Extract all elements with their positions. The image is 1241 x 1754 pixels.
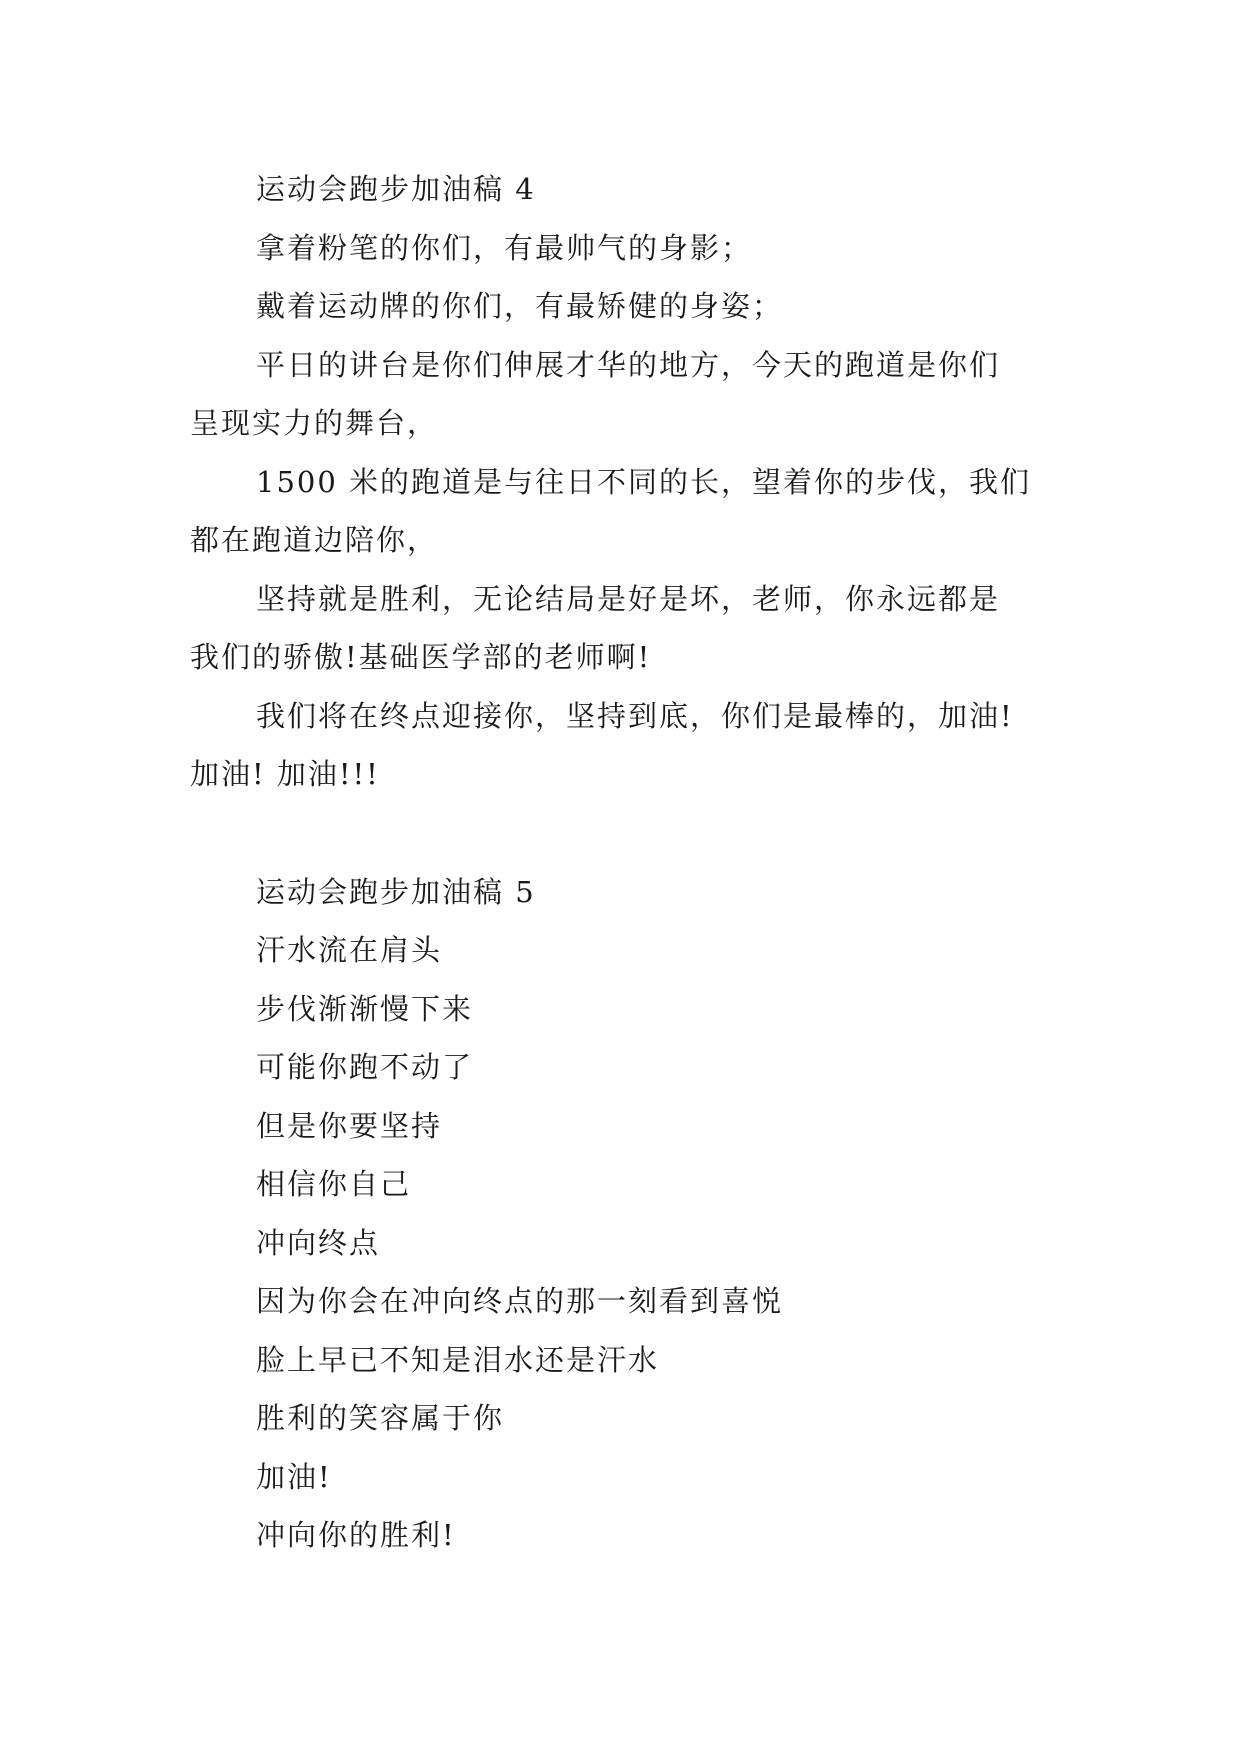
poem-line: 加油! — [256, 1459, 332, 1494]
paragraph-line: 戴着运动牌的你们，有最矫健的身姿； — [256, 289, 784, 323]
section-4-title: 运动会跑步加油稿 4 — [256, 172, 536, 206]
paragraph-line: 加油! 加油!!! — [190, 757, 380, 791]
paragraph-line: 呈现实力的舞台， — [190, 406, 439, 440]
poem-line: 冲向终点 — [256, 1225, 381, 1260]
paragraph-line: 坚持就是胜利，无论结局是好是坏，老师，你永远都是 — [256, 581, 1001, 616]
paragraph-line: 都在跑道边陪你， — [190, 523, 439, 557]
paragraph-line: 我们将在终点迎接你，坚持到底，你们是最棒的，加油! — [256, 698, 1014, 733]
paragraph-line: 我们的骄傲!基础医学部的老师啊! — [190, 640, 652, 674]
poem-line: 胜利的笑容属于你 — [256, 1401, 505, 1435]
poem-line: 脸上早已不知是泪水还是汗水 — [256, 1342, 660, 1377]
paragraph-line: 拿着粉笔的你们，有最帅气的身影； — [256, 230, 753, 265]
poem-line: 汗水流在肩头 — [256, 933, 443, 967]
document-page — [190, 160, 1060, 1565]
poem-line: 但是你要坚持 — [256, 1108, 443, 1143]
poem-line: 因为你会在冲向终点的那一刻看到喜悦 — [256, 1284, 784, 1318]
section-5-title: 运动会跑步加油稿 5 — [256, 874, 536, 909]
poem-line: 步伐渐渐慢下来 — [256, 991, 474, 1026]
poem-line: 相信你自己 — [256, 1167, 412, 1201]
section-spacer — [190, 804, 1060, 863]
poem-line: 可能你跑不动了 — [256, 1050, 474, 1084]
paragraph-line: 平日的讲台是你们伸展才华的地方，今天的跑道是你们 — [256, 347, 1001, 382]
paragraph-line: 1500 米的跑道是与往日不同的长，望着你的步伐，我们 — [256, 464, 1032, 499]
poem-line: 冲向你的胜利! — [256, 1518, 456, 1552]
